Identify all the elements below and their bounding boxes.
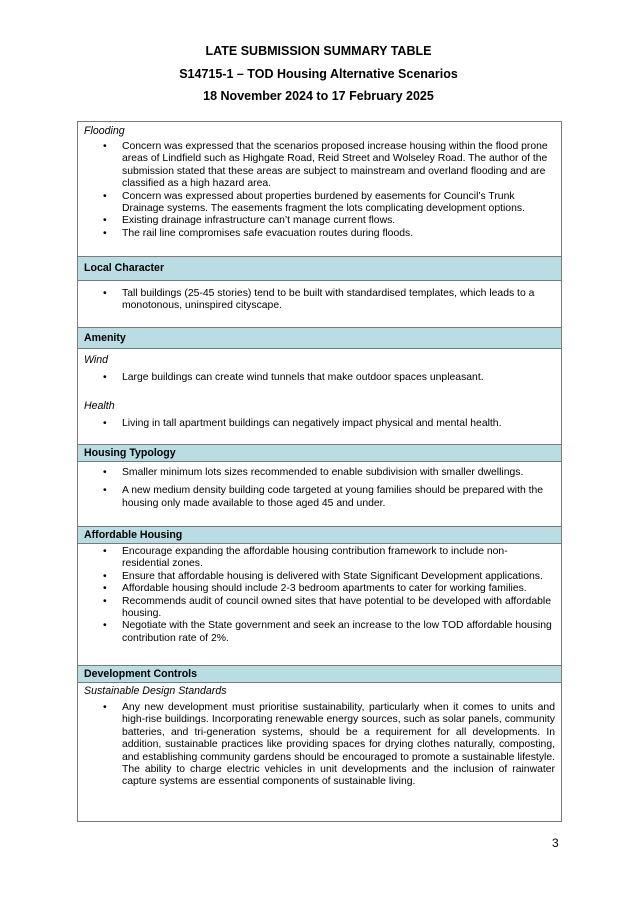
list-item	[78, 141, 561, 191]
affordable-housing-list	[78, 546, 561, 645]
development-controls-heading: Development Controls	[78, 665, 561, 683]
health-list	[78, 418, 561, 430]
bullet-icon: •	[103, 288, 107, 299]
list-item-text: Smaller minimum lots sizes recommended to enable subdivision with smaller dwellings.	[122, 467, 524, 478]
list-item	[78, 571, 561, 583]
local-character-heading: Local Character	[78, 256, 561, 281]
local-character-list	[78, 288, 561, 313]
bullet-icon: •	[103, 702, 107, 713]
sustainable-design-subheading: Sustainable Design Standards	[84, 685, 227, 697]
flooding-subheading: Flooding	[84, 125, 125, 137]
list-item	[78, 191, 561, 216]
amenity-heading: Amenity	[78, 327, 561, 349]
list-item	[78, 485, 561, 510]
list-item-text: A new medium density building code targeted at young families should be prepared with the housing only made available to those aged 45 and under.	[122, 485, 544, 509]
list-item-text: Existing drainage infrastructure can’t manage current flows.	[122, 215, 396, 227]
bullet-icon: •	[103, 418, 107, 429]
list-item	[78, 467, 561, 479]
list-item-text: Large buildings can create wind tunnels that make outdoor spaces unpleasant.	[122, 372, 484, 383]
list-item	[78, 583, 561, 595]
bullet-icon: •	[103, 372, 107, 383]
document-title: LATE SUBMISSION SUMMARY TABLE	[205, 44, 432, 58]
list-item-text: Tall buildings (25-45 stories) tend to be built with standardised templates, which leads to a monotonous, uninspired cityscape.	[122, 288, 535, 312]
wind-subheading: Wind	[84, 354, 109, 366]
bullet-icon: •	[103, 570, 107, 582]
list-item-text: Encourage expanding the affordable housing contribution framework to include non-residential zones.	[122, 546, 508, 570]
bullet-icon: •	[103, 546, 107, 557]
list-item	[78, 620, 561, 645]
summary-table	[77, 121, 562, 822]
list-item-text: Negotiate with the State government and seek an increase to the low TOD affordable housing contribution rate of 2%.	[122, 620, 552, 644]
bullet-icon: •	[103, 467, 107, 478]
list-item	[78, 702, 561, 789]
bullet-icon: •	[103, 485, 107, 497]
housing-typology-heading: Housing Typology	[78, 444, 561, 462]
bullet-icon: •	[103, 227, 107, 239]
list-item	[78, 288, 561, 313]
bullet-icon: •	[103, 620, 107, 632]
list-item	[78, 418, 561, 430]
list-item-text: Recommends audit of council owned sites that have potential to be developed with affordable housing.	[122, 595, 551, 620]
list-item	[78, 546, 561, 571]
development-controls-list	[78, 702, 561, 789]
list-item	[78, 215, 561, 227]
housing-typology-list	[78, 467, 561, 510]
list-item-text: Living in tall apartment buildings can negatively impact physical and mental health.	[122, 418, 502, 429]
list-item-text: Affordable housing should include 2-3 bedroom apartments to cater for working families.	[122, 583, 527, 595]
document-dates: 18 November 2024 to 17 February 2025	[203, 89, 434, 103]
bullet-icon: •	[103, 215, 107, 227]
list-item-text: Any new development must prioritise sustainability, particularly when it comes to units and high-rise buildings. Incorporating renewable energy sources, such as solar panels, community batteries, and tri-generation systems, should be a requirement for all developments. In addition, sustainable practices like providing spaces for drying clothes naturally, composting, and establishing community gardens should be encouraged to promote a sustainable lifestyle. The ability to charge electric vehicles in unit developments and the inclusion of rainwater capture systems are essential components of sustainable living.	[122, 702, 555, 788]
page-number: 3	[552, 836, 559, 850]
affordable-housing-heading: Affordable Housing	[78, 526, 561, 544]
list-item-text: Ensure that affordable housing is delivered with State Significant Development applications.	[122, 570, 543, 582]
list-item	[78, 372, 561, 384]
list-item-text: The rail line compromises safe evacuation routes during floods.	[122, 227, 414, 239]
flooding-list	[78, 141, 561, 240]
health-subheading: Health	[84, 400, 115, 412]
wind-list	[78, 372, 561, 384]
bullet-icon: •	[103, 190, 107, 202]
bullet-icon: •	[103, 595, 107, 607]
document-subtitle: S14715-1 – TOD Housing Alternative Scenarios	[179, 67, 458, 81]
bullet-icon: •	[103, 141, 107, 152]
list-item	[78, 596, 561, 621]
list-item-text: Concern was expressed that the scenarios proposed increase housing within the flood prone areas of Lindfield such as Highgate Road, Reid Street and Wolseley Road. The author of the submission stated that these areas are subject to mainstream and overland flooding and are classified as a high hazard area.	[122, 141, 548, 190]
bullet-icon: •	[103, 583, 107, 595]
list-item	[78, 228, 561, 240]
list-item-text: Concern was expressed about properties burdened by easements for Council’s Trunk Drainage systems. The easements fragment the lots complicating development options.	[122, 190, 525, 215]
